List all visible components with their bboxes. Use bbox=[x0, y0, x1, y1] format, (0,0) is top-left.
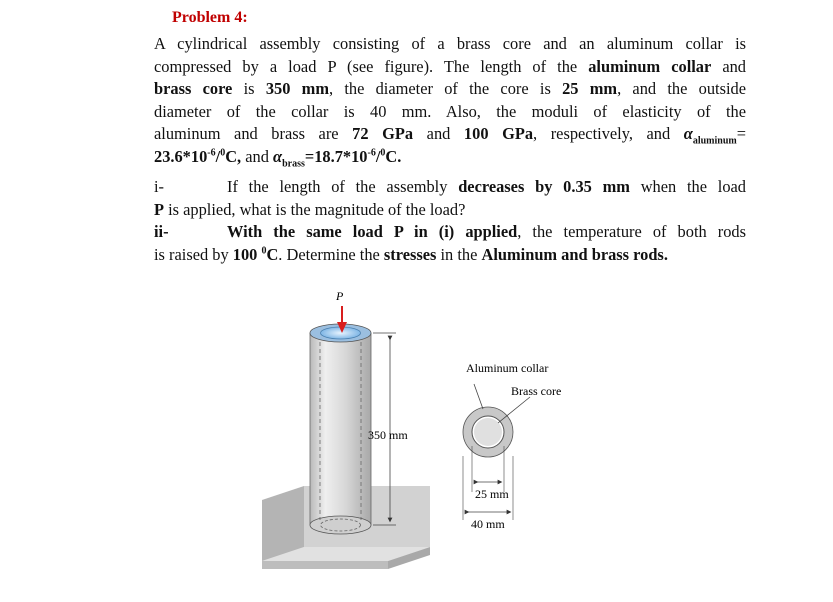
core-label: Brass core bbox=[511, 384, 562, 398]
statement-line-5: aluminum and brass are 72 GPa and 100 GPa, respectively, and $\alpha_{aluminum}=$ bbox=[154, 124, 746, 147]
core-diameter-label: 25 mm bbox=[475, 487, 509, 501]
length-label: 350 mm bbox=[368, 428, 408, 442]
statement-line-6: $23.6*10^{-6}/^0C$, and $\alpha_{brass}=18.7*10^{-6}/^0C$. bbox=[154, 146, 402, 170]
statement-line-2: compressed by a load P (see figure). The length of the aluminum collar and bbox=[154, 56, 746, 76]
collar-cylinder bbox=[310, 324, 371, 534]
part-ii-line-1: ii- With the same load P in (i) applied, the temperature of both rods bbox=[154, 222, 746, 241]
part-ii-line-2: is raised by 100 $^0$C. Determine the stresses in the Aluminum and brass rods. bbox=[154, 244, 668, 264]
load-label: P bbox=[336, 289, 344, 303]
outer-diameter-label: 40 mm bbox=[471, 517, 505, 531]
statement-line-4: diameter of the collar is 40 mm. Also, the moduli of elasticity of the bbox=[154, 101, 746, 121]
statement-line-1: A cylindrical assembly consisting of a brass core and an aluminum collar is bbox=[154, 34, 746, 53]
collar-label: Aluminum collar bbox=[466, 361, 549, 375]
problem-title: Problem 4: bbox=[172, 9, 248, 26]
statement-line-3: brass core is 350 mm, the diameter of the core is 25 mm, and the outside bbox=[154, 79, 746, 99]
part-i-line-2: P is applied, what is the magnitude of the load? bbox=[154, 199, 466, 219]
part-i-line-1: i- If the length of the assembly decreases by 0.35 mm when the load bbox=[154, 177, 746, 196]
